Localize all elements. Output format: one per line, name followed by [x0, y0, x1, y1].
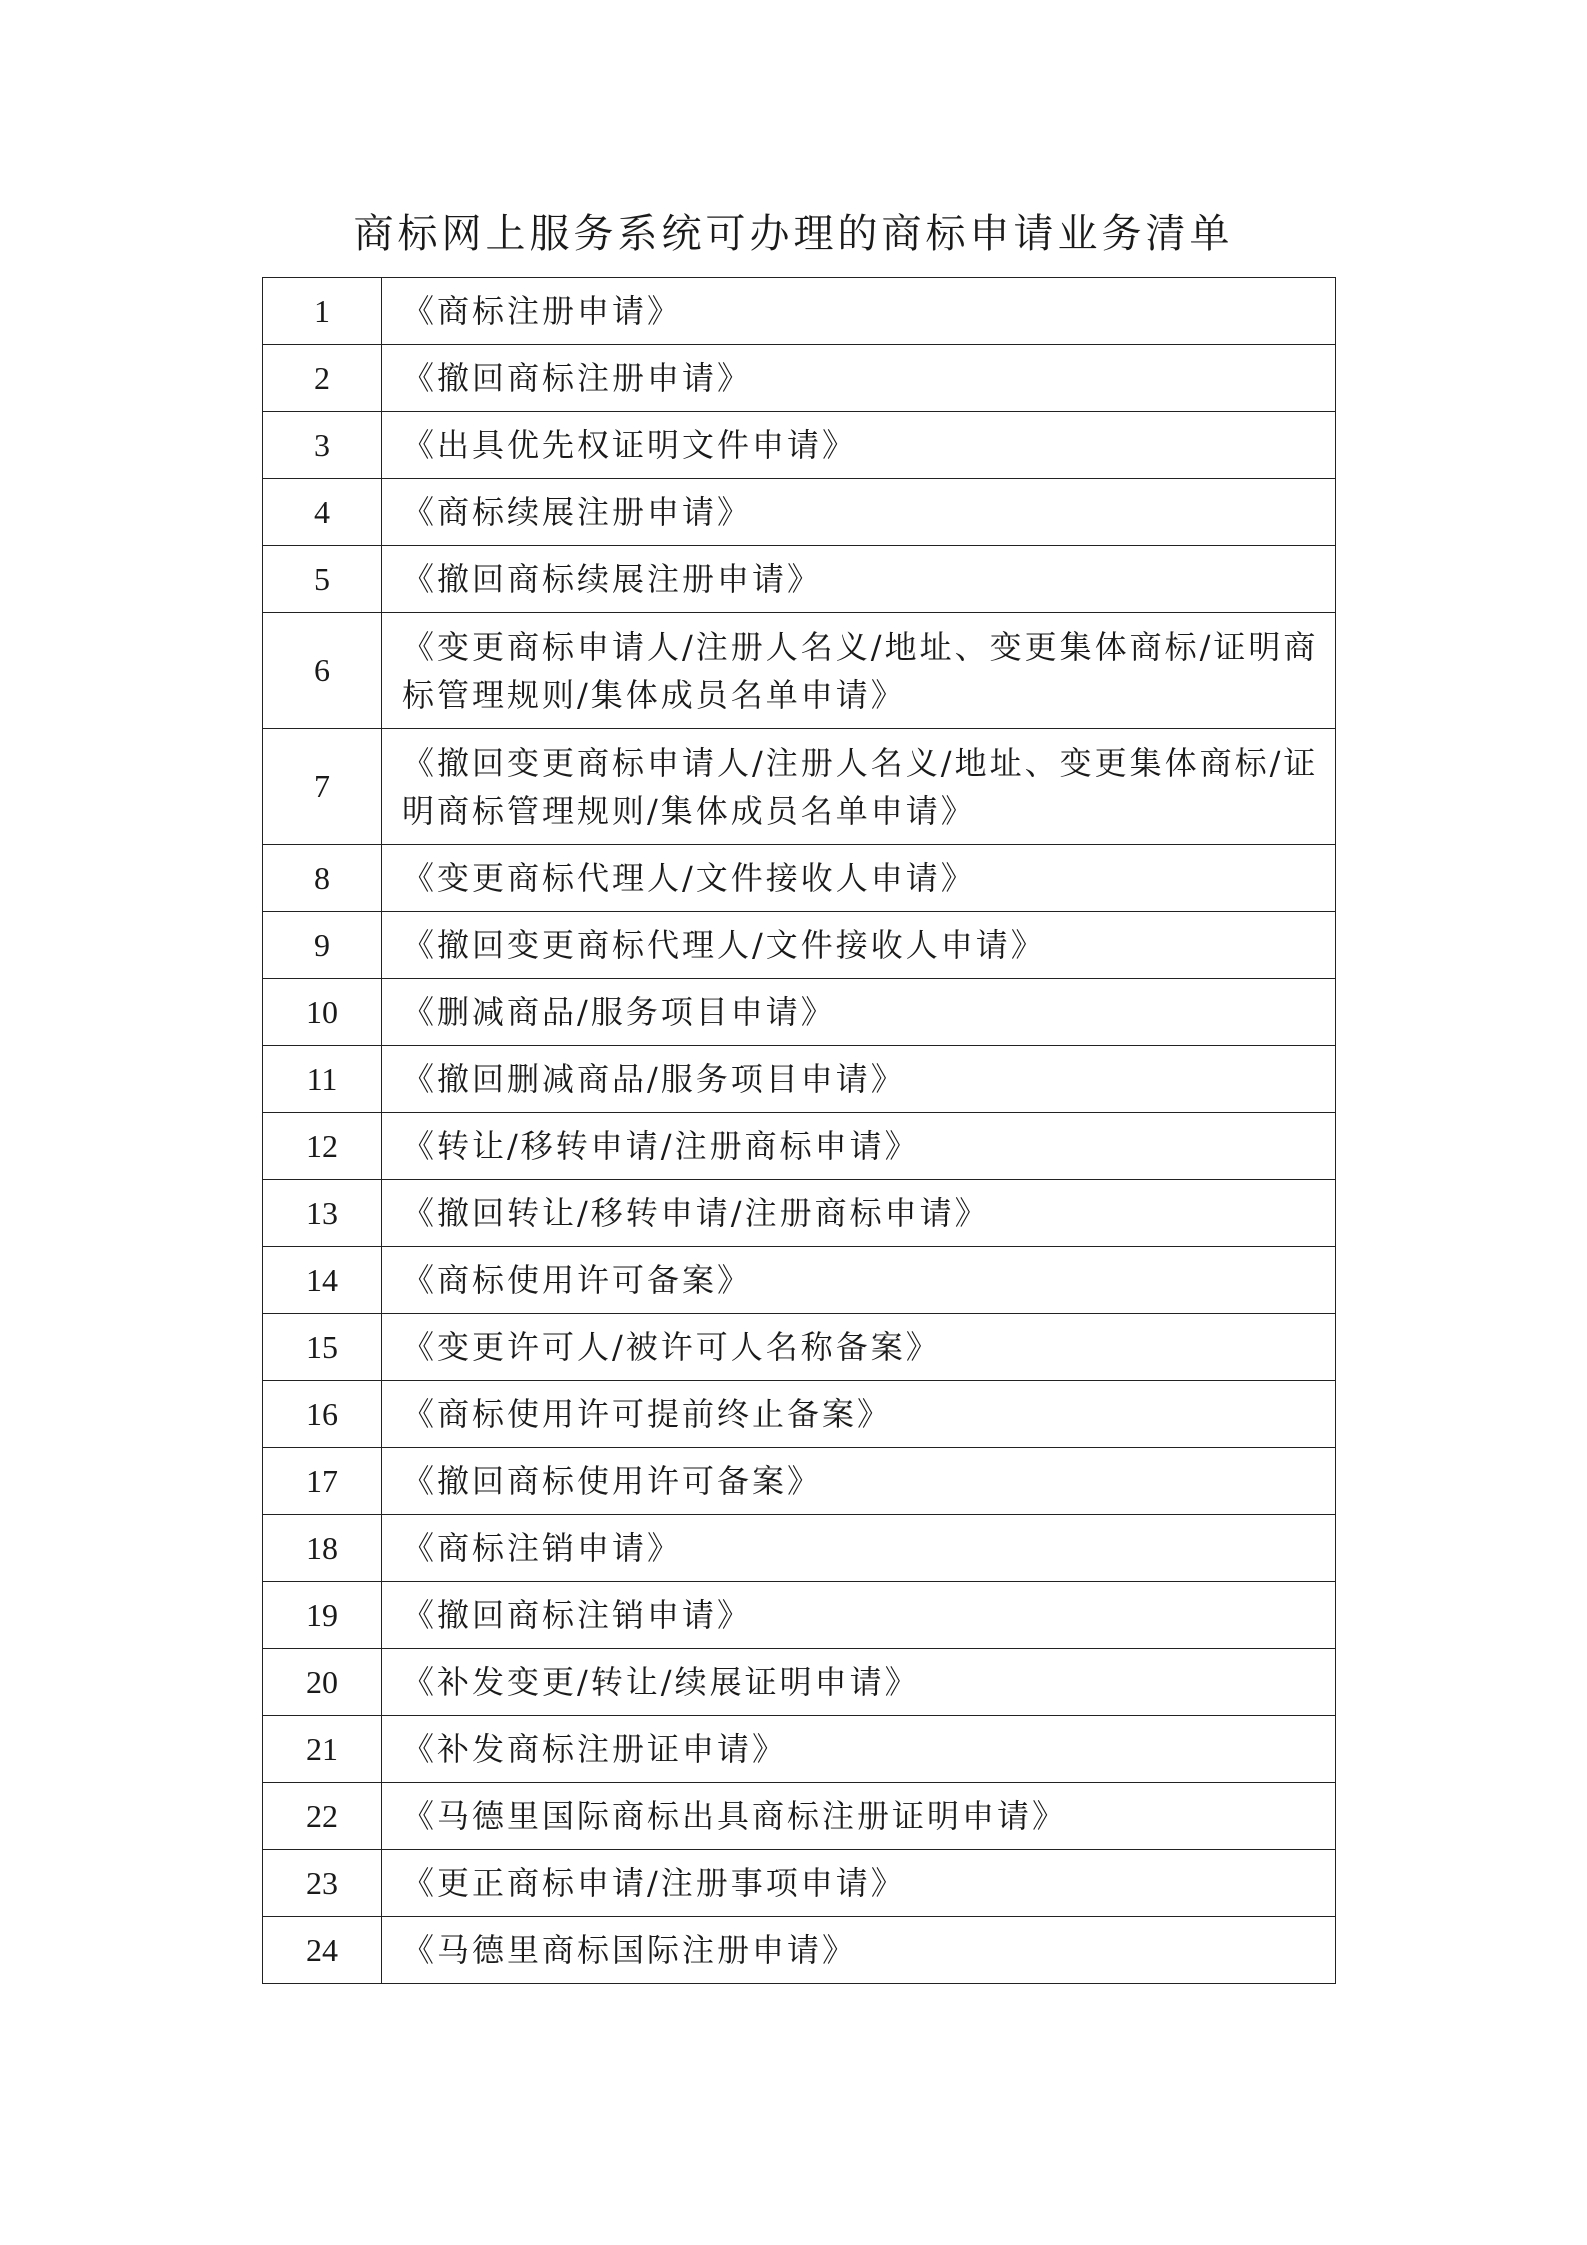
row-number: 12	[263, 1113, 382, 1180]
business-name: 《撤回商标使用许可备案》	[382, 1448, 1336, 1515]
row-number: 11	[263, 1046, 382, 1113]
table-row	[263, 1783, 1336, 1850]
row-number: 22	[263, 1783, 382, 1850]
table-row	[263, 278, 1336, 345]
table-row	[263, 412, 1336, 479]
business-name: 《补发商标注册证申请》	[382, 1716, 1336, 1783]
table-row	[263, 1649, 1336, 1716]
business-name: 《出具优先权证明文件申请》	[382, 412, 1336, 479]
business-name: 《商标续展注册申请》	[382, 479, 1336, 546]
business-name: 《删减商品/服务项目申请》	[382, 979, 1336, 1046]
table-row	[263, 845, 1336, 912]
row-number: 1	[263, 278, 382, 345]
table-row	[263, 1850, 1336, 1917]
business-name: 《转让/移转申请/注册商标申请》	[382, 1113, 1336, 1180]
table-row	[263, 1247, 1336, 1314]
table-row	[263, 1113, 1336, 1180]
row-number: 6	[263, 613, 382, 729]
business-name: 《撤回商标续展注册申请》	[382, 546, 1336, 613]
table-row	[263, 1314, 1336, 1381]
table-row	[263, 1515, 1336, 1582]
row-number: 16	[263, 1381, 382, 1448]
business-name: 《商标注销申请》	[382, 1515, 1336, 1582]
business-name: 《撤回转让/移转申请/注册商标申请》	[382, 1180, 1336, 1247]
business-name: 《补发变更/转让/续展证明申请》	[382, 1649, 1336, 1716]
row-number: 15	[263, 1314, 382, 1381]
table-row	[263, 729, 1336, 845]
business-name: 《商标注册申请》	[382, 278, 1336, 345]
business-name: 《商标使用许可提前终止备案》	[382, 1381, 1336, 1448]
business-name: 《撤回商标注册申请》	[382, 345, 1336, 412]
row-number: 8	[263, 845, 382, 912]
row-number: 14	[263, 1247, 382, 1314]
business-name: 《撤回删减商品/服务项目申请》	[382, 1046, 1336, 1113]
business-name: 《变更商标申请人/注册人名义/地址、变更集体商标/证明商标管理规则/集体成员名单申请》	[382, 613, 1336, 729]
table-row	[263, 613, 1336, 729]
table-row	[263, 1716, 1336, 1783]
business-name: 《撤回变更商标申请人/注册人名义/地址、变更集体商标/证明商标管理规则/集体成员名单申请》	[382, 729, 1336, 845]
table-row	[263, 912, 1336, 979]
row-number: 19	[263, 1582, 382, 1649]
business-name: 《更正商标申请/注册事项申请》	[382, 1850, 1336, 1917]
table-row	[263, 1582, 1336, 1649]
row-number: 5	[263, 546, 382, 613]
table-row	[263, 1917, 1336, 1984]
row-number: 21	[263, 1716, 382, 1783]
business-name: 《马德里国际商标出具商标注册证明申请》	[382, 1783, 1336, 1850]
row-number: 7	[263, 729, 382, 845]
row-number: 2	[263, 345, 382, 412]
row-number: 10	[263, 979, 382, 1046]
row-number: 9	[263, 912, 382, 979]
row-number: 24	[263, 1917, 382, 1984]
business-name: 《撤回变更商标代理人/文件接收人申请》	[382, 912, 1336, 979]
table-row	[263, 479, 1336, 546]
business-name: 《商标使用许可备案》	[382, 1247, 1336, 1314]
table-row	[263, 1381, 1336, 1448]
table-row	[263, 546, 1336, 613]
document-title: 商标网上服务系统可办理的商标申请业务清单	[353, 211, 1234, 257]
table-row	[263, 979, 1336, 1046]
business-list-table	[262, 277, 1336, 1984]
row-number: 4	[263, 479, 382, 546]
table-row	[263, 345, 1336, 412]
table-row	[263, 1046, 1336, 1113]
business-name: 《马德里商标国际注册申请》	[382, 1917, 1336, 1984]
table-row	[263, 1180, 1336, 1247]
business-name: 《变更许可人/被许可人名称备案》	[382, 1314, 1336, 1381]
row-number: 20	[263, 1649, 382, 1716]
row-number: 13	[263, 1180, 382, 1247]
business-name: 《撤回商标注销申请》	[382, 1582, 1336, 1649]
business-name: 《变更商标代理人/文件接收人申请》	[382, 845, 1336, 912]
row-number: 17	[263, 1448, 382, 1515]
row-number: 23	[263, 1850, 382, 1917]
table-row	[263, 1448, 1336, 1515]
row-number: 18	[263, 1515, 382, 1582]
row-number: 3	[263, 412, 382, 479]
